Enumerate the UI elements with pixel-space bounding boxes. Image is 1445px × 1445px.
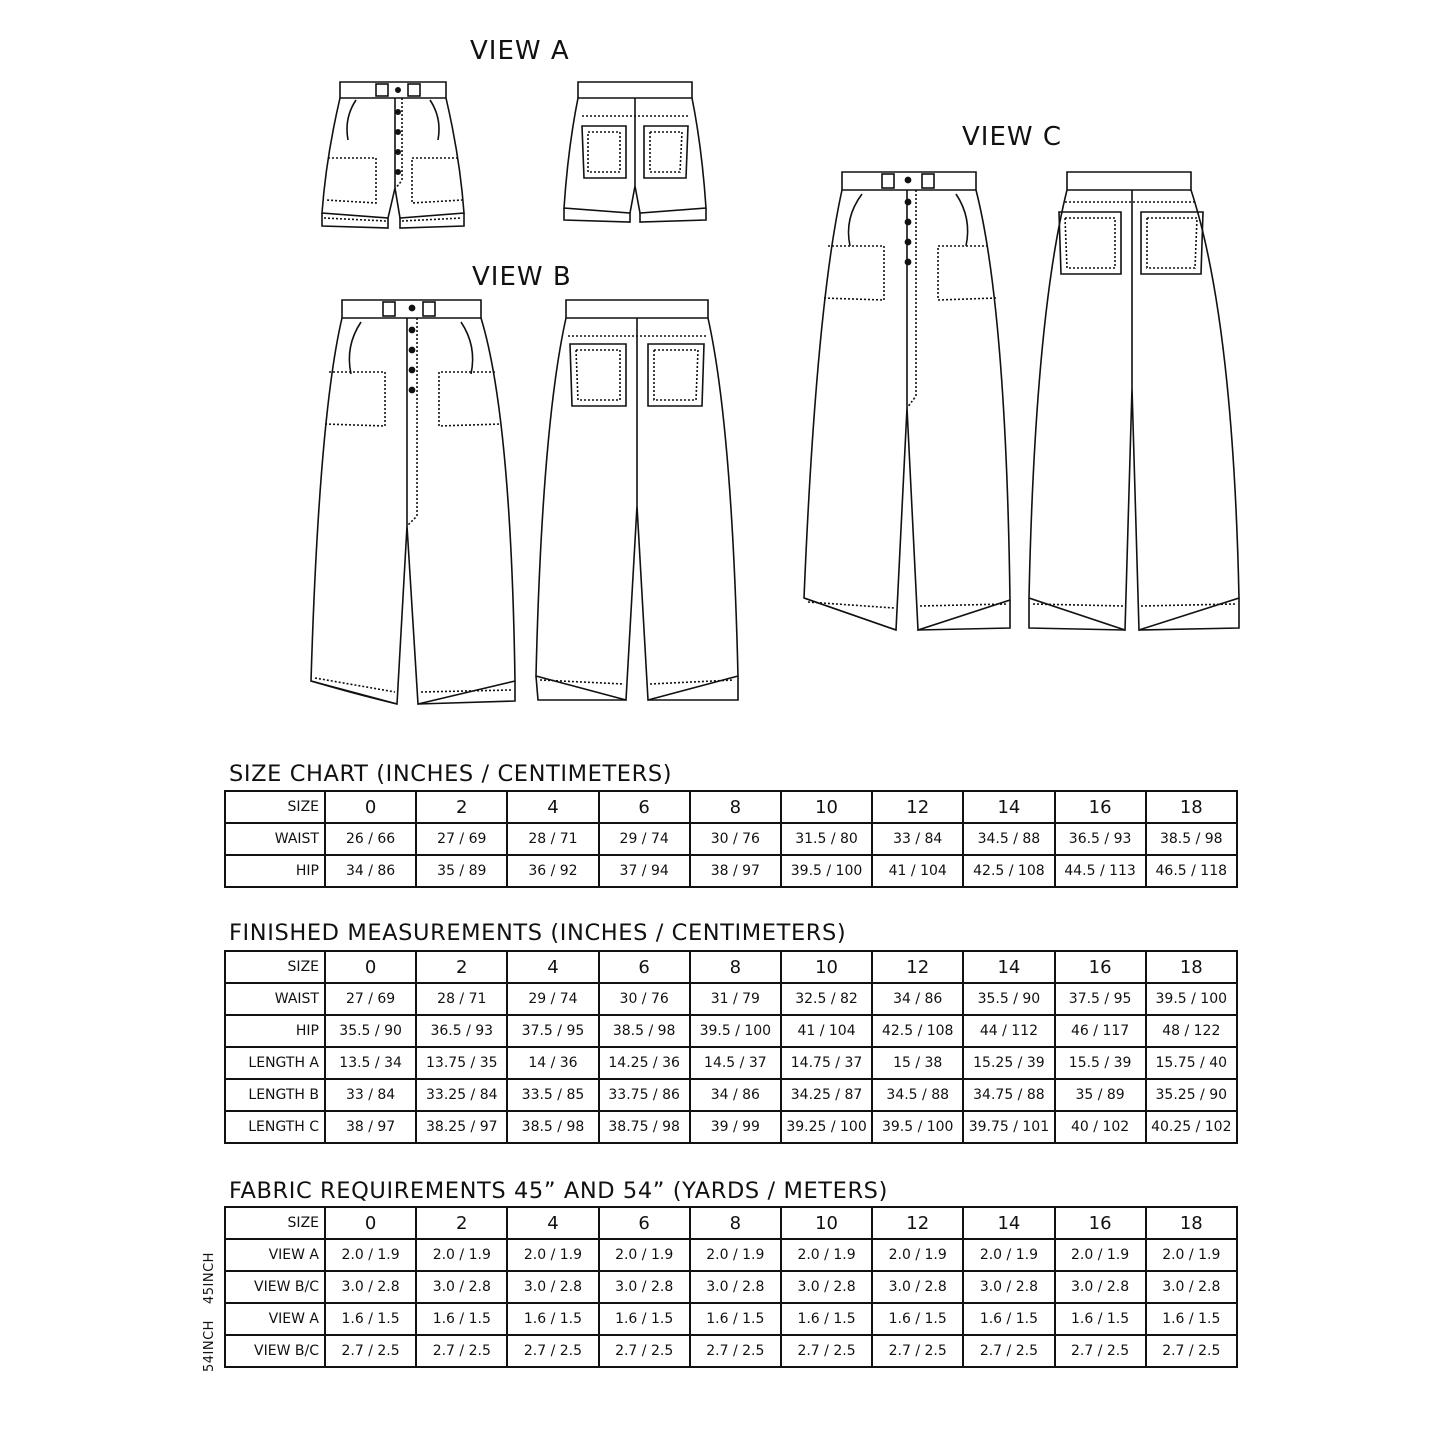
table-cell: 2.0 / 1.9 [781,1239,872,1271]
table-cell: 37 / 94 [599,855,690,887]
table-cell: 2.7 / 2.5 [416,1335,507,1367]
table-cell: 39.5 / 100 [690,1015,781,1047]
fabric-45inch-side-label: 45INCH [202,1252,217,1304]
view-c-pants-front-drawing [800,168,1015,634]
table-cell: 31.5 / 80 [781,823,872,855]
size-header-cell: 0 [325,1207,416,1239]
table-cell: 27 / 69 [416,823,507,855]
table-cell: 2.0 / 1.9 [507,1239,598,1271]
table-cell: 1.6 / 1.5 [507,1303,598,1335]
size-header-cell: 12 [872,791,963,823]
size-header-row [225,1207,1237,1239]
table-cell: 3.0 / 2.8 [781,1271,872,1303]
table-cell: 33 / 84 [325,1079,416,1111]
size-header-cell: 12 [872,951,963,983]
size-header-cell: 18 [1146,1207,1237,1239]
table-cell: 46 / 117 [1055,1015,1146,1047]
size-header-cell: 4 [507,791,598,823]
size-header-cell: 8 [690,951,781,983]
table-cell: 1.6 / 1.5 [1146,1303,1237,1335]
size-header-cell: 6 [599,951,690,983]
size-chart-title: SIZE CHART (INCHES / CENTIMETERS) [229,761,673,787]
table-cell: 28 / 71 [507,823,598,855]
size-header-cell: 18 [1146,951,1237,983]
row-label: LENGTH A [225,1047,325,1079]
table-row [225,1271,1237,1303]
table-row [225,855,1237,887]
size-chart-table [224,790,1238,888]
table-cell: 15 / 38 [872,1047,963,1079]
table-cell: 15.25 / 39 [963,1047,1054,1079]
table-cell: 29 / 74 [599,823,690,855]
table-cell: 35 / 89 [1055,1079,1146,1111]
size-header-cell: 0 [325,951,416,983]
table-cell: 1.6 / 1.5 [872,1303,963,1335]
table-cell: 34.25 / 87 [781,1079,872,1111]
table-cell: 3.0 / 2.8 [872,1271,963,1303]
view-b-label: VIEW B [472,262,572,292]
table-cell: 1.6 / 1.5 [599,1303,690,1335]
table-cell: 35.25 / 90 [1146,1079,1237,1111]
table-cell: 34 / 86 [690,1079,781,1111]
table-cell: 38.5 / 98 [507,1111,598,1143]
size-header-cell: 10 [781,1207,872,1239]
table-cell: 26 / 66 [325,823,416,855]
table-cell: 13.75 / 35 [416,1047,507,1079]
table-cell: 34.5 / 88 [872,1079,963,1111]
table-cell: 44 / 112 [963,1015,1054,1047]
table-cell: 34 / 86 [872,983,963,1015]
size-header-cell: 10 [781,951,872,983]
size-header-cell: 0 [325,791,416,823]
table-cell: 32.5 / 82 [781,983,872,1015]
row-label: VIEW B/C [225,1271,325,1303]
table-cell: 34.75 / 88 [963,1079,1054,1111]
size-header-cell: 2 [416,791,507,823]
row-label: WAIST [225,983,325,1015]
table-cell: 3.0 / 2.8 [599,1271,690,1303]
table-cell: 2.0 / 1.9 [1146,1239,1237,1271]
size-header-label: SIZE [225,1207,325,1239]
table-cell: 33.5 / 85 [507,1079,598,1111]
table-cell: 38.25 / 97 [416,1111,507,1143]
size-header-cell: 2 [416,1207,507,1239]
table-cell: 15.75 / 40 [1146,1047,1237,1079]
table-cell: 33.75 / 86 [599,1079,690,1111]
table-row [225,1303,1237,1335]
row-label: VIEW A [225,1303,325,1335]
fabric-requirements-title: FABRIC REQUIREMENTS 45” AND 54” (YARDS / METERS) [229,1178,888,1204]
size-header-cell: 14 [963,1207,1054,1239]
row-label: VIEW A [225,1239,325,1271]
table-row [225,1111,1237,1143]
table-cell: 48 / 122 [1146,1015,1237,1047]
table-cell: 36.5 / 93 [416,1015,507,1047]
table-cell: 14.5 / 37 [690,1047,781,1079]
table-cell: 1.6 / 1.5 [963,1303,1054,1335]
row-label: HIP [225,1015,325,1047]
table-cell: 38 / 97 [690,855,781,887]
table-cell: 36 / 92 [507,855,598,887]
view-b-pants-front-drawing [305,296,520,710]
table-cell: 3.0 / 2.8 [690,1271,781,1303]
table-cell: 37.5 / 95 [507,1015,598,1047]
row-label: WAIST [225,823,325,855]
table-cell: 15.5 / 39 [1055,1047,1146,1079]
table-cell: 3.0 / 2.8 [1146,1271,1237,1303]
table-cell: 2.0 / 1.9 [325,1239,416,1271]
table-cell: 39 / 99 [690,1111,781,1143]
table-cell: 2.0 / 1.9 [872,1239,963,1271]
table-cell: 41 / 104 [781,1015,872,1047]
view-a-shorts-back-drawing [560,78,710,228]
table-cell: 27 / 69 [325,983,416,1015]
table-cell: 2.0 / 1.9 [599,1239,690,1271]
size-header-cell: 16 [1055,1207,1146,1239]
table-cell: 3.0 / 2.8 [963,1271,1054,1303]
size-header-row [225,951,1237,983]
size-header-cell: 6 [599,1207,690,1239]
table-cell: 38.75 / 98 [599,1111,690,1143]
table-cell: 2.0 / 1.9 [690,1239,781,1271]
size-header-cell: 4 [507,1207,598,1239]
size-header-cell: 18 [1146,791,1237,823]
table-cell: 2.7 / 2.5 [781,1335,872,1367]
table-cell: 2.0 / 1.9 [963,1239,1054,1271]
table-cell: 41 / 104 [872,855,963,887]
finished-measurements-title: FINISHED MEASUREMENTS (INCHES / CENTIMETERS) [229,920,847,946]
table-row [225,1047,1237,1079]
row-label: LENGTH B [225,1079,325,1111]
table-cell: 2.7 / 2.5 [1146,1335,1237,1367]
size-header-cell: 14 [963,791,1054,823]
table-cell: 36.5 / 93 [1055,823,1146,855]
table-cell: 40 / 102 [1055,1111,1146,1143]
fabric-requirements-table [224,1206,1238,1368]
size-header-cell: 4 [507,951,598,983]
row-label: VIEW B/C [225,1335,325,1367]
table-cell: 39.5 / 100 [781,855,872,887]
table-cell: 2.0 / 1.9 [1055,1239,1146,1271]
table-cell: 1.6 / 1.5 [781,1303,872,1335]
table-row [225,1079,1237,1111]
table-cell: 46.5 / 118 [1146,855,1237,887]
table-cell: 38.5 / 98 [599,1015,690,1047]
size-header-cell: 10 [781,791,872,823]
table-cell: 39.75 / 101 [963,1111,1054,1143]
table-cell: 31 / 79 [690,983,781,1015]
fabric-54inch-side-label: 54INCH [202,1320,217,1372]
row-label: LENGTH C [225,1111,325,1143]
table-cell: 2.7 / 2.5 [963,1335,1054,1367]
table-cell: 44.5 / 113 [1055,855,1146,887]
size-header-label: SIZE [225,951,325,983]
finished-measurements-table [224,950,1238,1144]
size-header-cell: 12 [872,1207,963,1239]
table-cell: 14 / 36 [507,1047,598,1079]
table-cell: 39.25 / 100 [781,1111,872,1143]
table-cell: 33 / 84 [872,823,963,855]
table-cell: 33.25 / 84 [416,1079,507,1111]
size-header-cell: 16 [1055,951,1146,983]
table-cell: 35 / 89 [416,855,507,887]
table-cell: 13.5 / 34 [325,1047,416,1079]
table-cell: 30 / 76 [599,983,690,1015]
table-cell: 2.0 / 1.9 [416,1239,507,1271]
table-cell: 2.7 / 2.5 [872,1335,963,1367]
table-row [225,823,1237,855]
table-cell: 2.7 / 2.5 [599,1335,690,1367]
row-label: HIP [225,855,325,887]
table-cell: 2.7 / 2.5 [690,1335,781,1367]
table-cell: 39.5 / 100 [872,1111,963,1143]
view-a-shorts-front-drawing [318,78,468,233]
view-c-label: VIEW C [962,122,1063,152]
table-cell: 3.0 / 2.8 [1055,1271,1146,1303]
table-cell: 2.7 / 2.5 [325,1335,416,1367]
table-cell: 1.6 / 1.5 [1055,1303,1146,1335]
table-cell: 29 / 74 [507,983,598,1015]
view-b-pants-back-drawing [530,296,745,710]
table-cell: 14.75 / 37 [781,1047,872,1079]
table-cell: 39.5 / 100 [1146,983,1237,1015]
table-cell: 1.6 / 1.5 [416,1303,507,1335]
table-cell: 37.5 / 95 [1055,983,1146,1015]
view-c-pants-back-drawing [1025,168,1245,634]
size-header-cell: 8 [690,791,781,823]
size-header-cell: 2 [416,951,507,983]
size-header-cell: 16 [1055,791,1146,823]
table-cell: 42.5 / 108 [963,855,1054,887]
size-header-cell: 14 [963,951,1054,983]
table-cell: 1.6 / 1.5 [325,1303,416,1335]
table-cell: 34.5 / 88 [963,823,1054,855]
table-cell: 2.7 / 2.5 [507,1335,598,1367]
table-cell: 35.5 / 90 [325,1015,416,1047]
table-cell: 2.7 / 2.5 [1055,1335,1146,1367]
table-cell: 28 / 71 [416,983,507,1015]
table-row [225,1239,1237,1271]
size-header-cell: 6 [599,791,690,823]
table-row [225,1335,1237,1367]
table-cell: 42.5 / 108 [872,1015,963,1047]
table-cell: 3.0 / 2.8 [416,1271,507,1303]
table-cell: 30 / 76 [690,823,781,855]
table-cell: 40.25 / 102 [1146,1111,1237,1143]
table-cell: 3.0 / 2.8 [507,1271,598,1303]
table-cell: 38.5 / 98 [1146,823,1237,855]
size-header-cell: 8 [690,1207,781,1239]
table-cell: 34 / 86 [325,855,416,887]
table-cell: 14.25 / 36 [599,1047,690,1079]
table-row [225,983,1237,1015]
table-cell: 1.6 / 1.5 [690,1303,781,1335]
table-cell: 3.0 / 2.8 [325,1271,416,1303]
table-row [225,1015,1237,1047]
view-a-label: VIEW A [470,36,570,66]
size-header-label: SIZE [225,791,325,823]
table-cell: 38 / 97 [325,1111,416,1143]
table-cell: 35.5 / 90 [963,983,1054,1015]
size-header-row [225,791,1237,823]
